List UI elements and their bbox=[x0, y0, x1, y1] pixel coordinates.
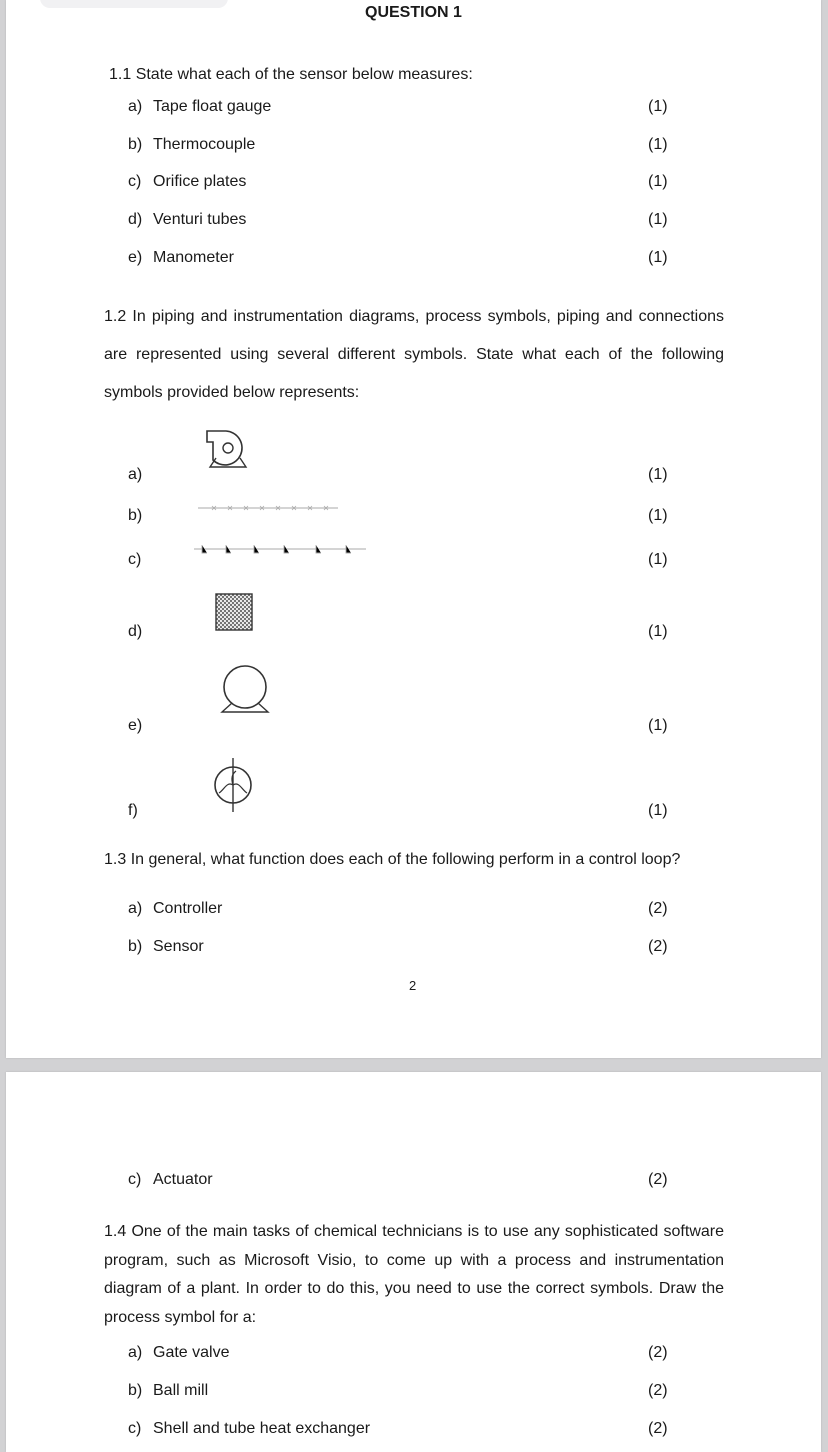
toolbar-remnant bbox=[40, 0, 228, 8]
q1-2-item-label: d) bbox=[128, 623, 143, 640]
document-page-1 bbox=[6, 0, 821, 1058]
q1-2-item-marks: (1) bbox=[648, 507, 668, 524]
q1-3-item-label: c) bbox=[128, 1171, 142, 1188]
q1-3-prompt: 1.3 In general, what function does each of the following perform in a control loop? bbox=[104, 851, 681, 868]
sphere-tank-icon bbox=[218, 662, 272, 716]
q1-1-item-label: d) bbox=[128, 211, 143, 228]
q1-1-item-marks: (1) bbox=[648, 173, 668, 190]
q1-4-item-text: Ball mill bbox=[153, 1382, 209, 1399]
question-title: QUESTION 1 bbox=[365, 4, 462, 21]
q1-4-item-label: c) bbox=[128, 1420, 142, 1437]
q1-3-item-marks: (2) bbox=[648, 1171, 668, 1188]
q1-4-item-marks: (2) bbox=[648, 1420, 668, 1437]
fan-agitator-icon bbox=[210, 758, 256, 814]
q1-2-item-marks: (1) bbox=[648, 551, 668, 568]
q1-4-item-text: Shell and tube heat exchanger bbox=[153, 1420, 371, 1437]
q1-4-item-label: a) bbox=[128, 1344, 143, 1361]
q1-1-item-text: Manometer bbox=[153, 249, 234, 266]
q1-1-item-label: a) bbox=[128, 98, 143, 115]
q1-1-item-text: Venturi tubes bbox=[153, 211, 247, 228]
q1-2-item-label: c) bbox=[128, 551, 142, 568]
q1-2-item-marks: (1) bbox=[648, 802, 668, 819]
page-number: 2 bbox=[409, 978, 417, 993]
q1-2-item-marks: (1) bbox=[648, 466, 668, 483]
q1-2-item-label: b) bbox=[128, 507, 143, 524]
q1-1-item-label: c) bbox=[128, 173, 142, 190]
q1-1-item-text: Tape float gauge bbox=[153, 98, 272, 115]
tick-line-icon bbox=[194, 542, 366, 556]
q1-1-item-text: Orifice plates bbox=[153, 173, 247, 190]
hatched-square-icon bbox=[215, 593, 253, 631]
q1-1-prompt: 1.1 State what each of the sensor below measures: bbox=[109, 66, 473, 83]
q1-3-item-text: Actuator bbox=[153, 1171, 213, 1188]
centrifugal-blower-icon bbox=[204, 428, 250, 470]
q1-3-item-label: b) bbox=[128, 938, 143, 955]
q1-3-item-text: Controller bbox=[153, 900, 223, 917]
x-line-icon bbox=[198, 503, 338, 513]
q1-2-item-label: a) bbox=[128, 466, 143, 483]
q1-4-item-marks: (2) bbox=[648, 1344, 668, 1361]
q1-1-item-marks: (1) bbox=[648, 249, 668, 266]
q1-2-item-label: e) bbox=[128, 717, 143, 734]
q1-1-item-marks: (1) bbox=[648, 136, 668, 153]
document-page-2 bbox=[6, 1072, 821, 1452]
q1-3-item-marks: (2) bbox=[648, 900, 668, 917]
q1-2-item-marks: (1) bbox=[648, 717, 668, 734]
q1-4-item-marks: (2) bbox=[648, 1382, 668, 1399]
q1-4-item-text: Gate valve bbox=[153, 1344, 230, 1361]
q1-4-prompt: 1.4 One of the main tasks of chemical technicians is to use any sophisticated software program, such as Microsoft Visio, to come up with a process and instrumentation diagram of a plant. In order to do this, you need to use the correct symbols. Draw the process symbol for a: bbox=[104, 1223, 724, 1327]
q1-4-item-label: b) bbox=[128, 1382, 143, 1399]
q1-2-item-label: f) bbox=[128, 802, 138, 819]
q1-3-item-text: Sensor bbox=[153, 938, 204, 955]
q1-2-prompt: 1.2 In piping and instrumentation diagrams, process symbols, piping and connections are represented using several different symbols. State what each of the following symbols provided below represents: bbox=[104, 308, 724, 401]
q1-1-item-marks: (1) bbox=[648, 211, 668, 228]
q1-2-item-marks: (1) bbox=[648, 623, 668, 640]
q1-1-item-marks: (1) bbox=[648, 98, 668, 115]
q1-3-item-marks: (2) bbox=[648, 938, 668, 955]
q1-1-item-text: Thermocouple bbox=[153, 136, 256, 153]
q1-1-item-label: e) bbox=[128, 249, 143, 266]
q1-3-item-label: a) bbox=[128, 900, 143, 917]
q1-1-item-label: b) bbox=[128, 136, 143, 153]
